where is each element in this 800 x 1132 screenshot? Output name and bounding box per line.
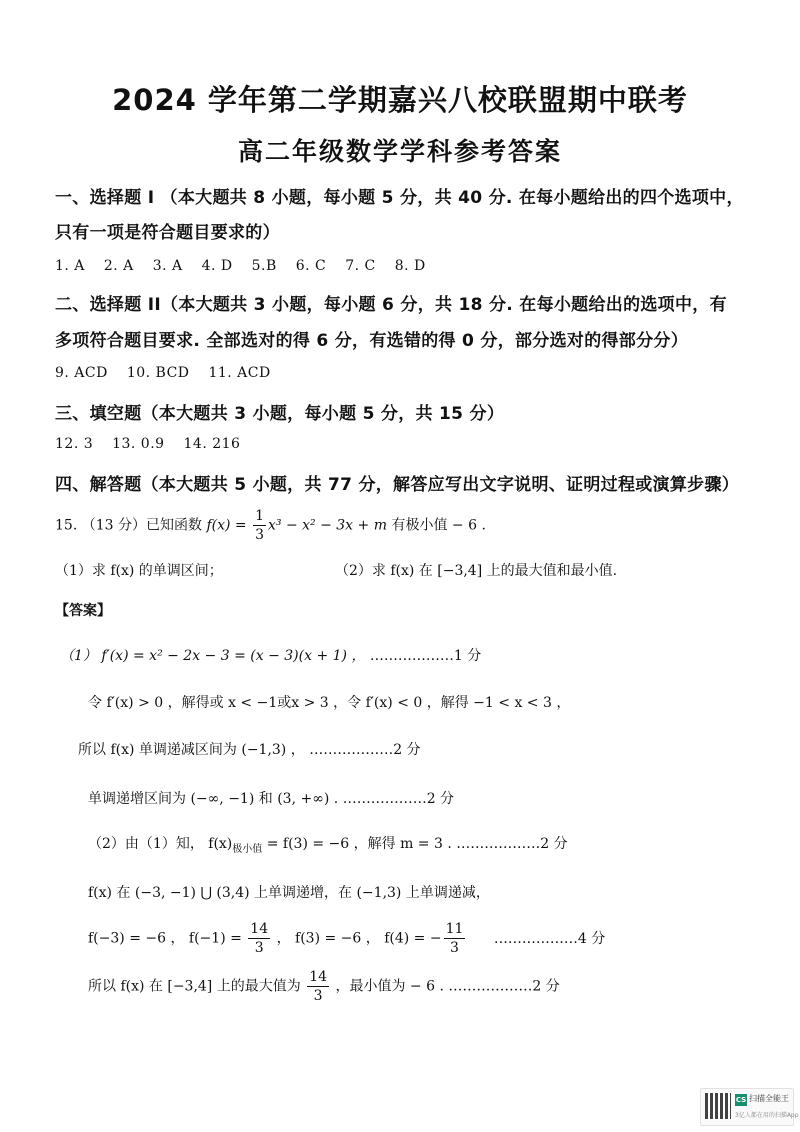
solution-step-8: 所以 f(x) 在 [−3,4] 上的最大值为 $\frac{14}{3}$ ，最小值为 − 6 . ………………2 分 [88,969,560,1004]
q15-label: 15. [55,517,78,534]
fraction-11-3: $\frac{11}{3}$ [445,921,464,956]
solution-step-3: 所以 f(x) 单调递减区间为 (−1,3) ， ………………2 分 [78,742,421,758]
answer-item: 8. D [394,258,426,274]
q15-part2: （2）求 f(x) 在 [−3,4] 上的最大值和最小值. [335,563,618,579]
q15-part1: （1）求 f(x) 的单调区间； [55,563,223,579]
section4-heading: 四、解答题（本大题共 5 小题，共 77 分，解答应写出文字说明、证明过程或演算步骤） [55,475,740,495]
minimum-subscript: 极小值 [232,844,263,855]
solution-step-2: 令 f′(x) > 0 ，解得或 x < −1或x > 3 ，令 f′(x) < 0 ，解得 −1 < x < 3 ， [88,695,571,711]
q15-tail: 有极小值 − 6 . [391,517,486,534]
answer-item: 14. 216 [183,436,241,452]
answer-item: 10. BCD [126,365,190,381]
q15-func-rest: x³ − x² − 3x + m [268,517,387,534]
watermark-name: 扫描全能王 [749,1094,789,1103]
answer-item: 4. D [201,258,233,274]
q15-points: （13 分）已知函数 [81,517,202,534]
score-4: ………………2 分 [456,836,568,852]
answer-item: 2. A [103,258,134,274]
section1-heading-line1: 一、选择题 I （本大题共 8 小题，每小题 5 分，共 40 分. 在每小题给出的四个选项中， [55,188,744,208]
watermark-sub: 3亿人都在用的扫描App [735,1112,799,1119]
solution-step-6: f(x) 在 (−3, −1) ⋃ (3,4) 上单调递增，在 (−1,3) 上单调递减， [88,885,490,901]
solution-step-1: （1） f′(x) = x² − 2x − 3 = (x − 3)(x + 1) ， ………………1 分 [60,648,482,664]
section2-heading-line1: 二、选择题 II（本大题共 3 小题，每小题 6 分，共 18 分. 在每小题给出的选项中，有 [55,295,727,315]
answer-item: 11. ACD [208,365,271,381]
answer-item: 7. C [345,258,376,274]
camscanner-badge: CS [735,1096,747,1104]
section2-answers [55,365,285,381]
solution-step-4: 单调递增区间为 (−∞, −1) 和 (3, +∞) . ………………2 分 [88,791,455,807]
answer-item: 1. A [55,258,85,274]
q15-fraction: $\frac{1}{3}$ [255,508,264,543]
exam-subtitle: 高二年级数学学科参考答案 [237,137,562,166]
solution-step-5: （2）由（1）知， $f(x)_{极小值} = f(3) = -6$ ，解得 m = 3 . ………………2 分 [88,836,568,855]
fraction-14-3-max: $\frac{14}{3}$ [309,969,328,1004]
solution-step-7: f(−3) = −6 ， f(−1) = $\frac{14}{3}$ ， f(3) = −6 ， f(4) = − $\frac{11}{3}$ ………………4 分 [88,921,606,956]
section1-heading-line2: 只有一项是符合题目要求的） [55,223,280,243]
score-2: ………………2 分 [309,742,421,758]
score-3: ………………2 分 [342,791,455,807]
answer-item: 6. C [295,258,327,274]
score-1: ………………1 分 [369,648,482,664]
answer-item: 12. 3 [55,436,94,452]
section1-answers [55,258,440,274]
answer-label: 【答案】 [55,603,111,619]
q15-statement [55,507,486,544]
answer-item: 5.B [251,258,277,274]
section3-heading: 三、填空题（本大题共 3 小题，每小题 5 分，共 15 分） [55,404,505,424]
fraction-14-3: $\frac{14}{3}$ [250,921,269,956]
section3-answers [55,436,254,452]
answer-item: 13. 0.9 [112,436,165,452]
exam-title: 2024 学年第二学期嘉兴八校联盟期中联考 [112,83,688,117]
answer-item: 9. ACD [55,365,108,381]
score-6: ………………2 分 [448,978,560,995]
q15-func: f(x) = [206,517,247,534]
scanner-watermark [700,1088,799,1126]
score-5: ………………4 分 [493,930,606,947]
section2-heading-line2: 多项符合题目要求. 全部选对的得 6 分，有选错的得 0 分，部分选对的得部分分） [55,331,689,351]
answer-item: 3. A [152,258,183,274]
qr-code-icon [705,1093,731,1119]
